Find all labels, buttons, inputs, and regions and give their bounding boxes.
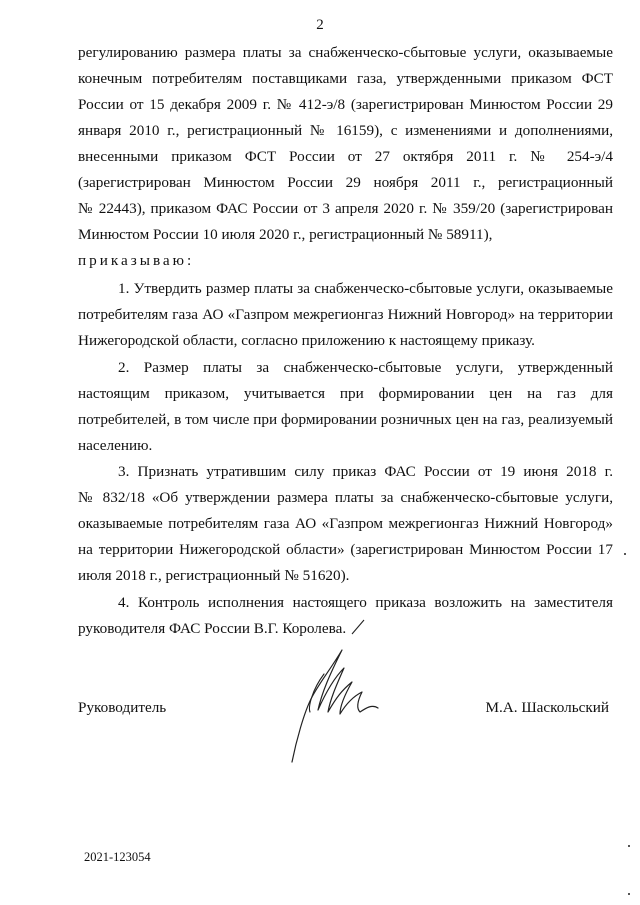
item-1-line: 1. Утвердить размер платы за снабженческо-сбытовые услуги, оказываемые — [118, 280, 613, 297]
signatory-title: Руководитель — [78, 699, 167, 716]
item-3-line: 3. Признать утратившим силу приказ ФАС России от 19 июня 2018 г. — [118, 463, 613, 480]
item-3-line: июля 2018 г., регистрационный № 51620). — [78, 567, 350, 584]
signatory-name: М.А. Шаскольский — [485, 699, 609, 716]
scan-mark — [628, 893, 630, 895]
item-2-line: 2. Размер платы за снабженческо-сбытовые услуги, утвержденный — [118, 359, 613, 376]
scan-mark — [628, 845, 630, 847]
handwritten-signature — [282, 612, 382, 772]
body-line: января 2010 г., регистрационный № 16159), с изменениями и дополнениями, — [78, 122, 613, 139]
item-1-line: Нижегородской области, согласно приложению к настоящему приказу. — [78, 332, 535, 349]
item-4-line: 4. Контроль исполнения настоящего приказа возложить на заместителя — [118, 594, 613, 611]
scan-mark — [624, 553, 626, 555]
item-2-line: потребителей, в том числе при формировании розничных цен на газ, реализуемый — [78, 411, 613, 428]
item-3-line: на территории Нижегородской области» (зарегистрирован Минюстом России 17 — [78, 541, 613, 558]
item-4-line: руководителя ФАС России В.Г. Королева. — [78, 620, 347, 637]
order-word: приказываю: — [78, 252, 195, 269]
item-3-line: № 832/18 «Об утверждении размера платы за снабженческо-сбытовые услуги, — [78, 489, 613, 506]
body-line: конечным потребителям поставщиками газа, утвержденными приказом ФСТ — [78, 70, 613, 87]
item-2-line: населению. — [78, 437, 153, 454]
body-line: Минюстом России 10 июля 2020 г., регистрационный № 58911), — [78, 226, 493, 243]
document-number: 2021-123054 — [84, 850, 151, 864]
body-line: регулированию размера платы за снабженческо-сбытовые услуги, оказываемые — [78, 44, 613, 61]
item-3-line: оказываемые потребителям газа АО «Газпром межрегионгаз Нижний Новгород» — [78, 515, 613, 532]
body-line: России от 15 декабря 2009 г. № 412-э/8 (зарегистрирован Минюстом России 29 — [78, 96, 613, 113]
page-number: 2 — [316, 17, 324, 33]
item-2-line: настоящим приказом, учитывается при формировании цен на газ для — [78, 385, 613, 402]
body-line: № 22443), приказом ФАС России от 3 апреля 2020 г. № 359/20 (зарегистрирован — [78, 200, 613, 217]
body-line: (зарегистрирован Минюстом России 29 ноября 2011 г., регистрационный — [78, 174, 613, 191]
item-1-line: потребителям газа АО «Газпром межрегионгаз Нижний Новгород» на территории — [78, 306, 613, 323]
body-line: внесенными приказом ФСТ России от 27 октября 2011 г. № 254-э/4 — [78, 148, 613, 165]
